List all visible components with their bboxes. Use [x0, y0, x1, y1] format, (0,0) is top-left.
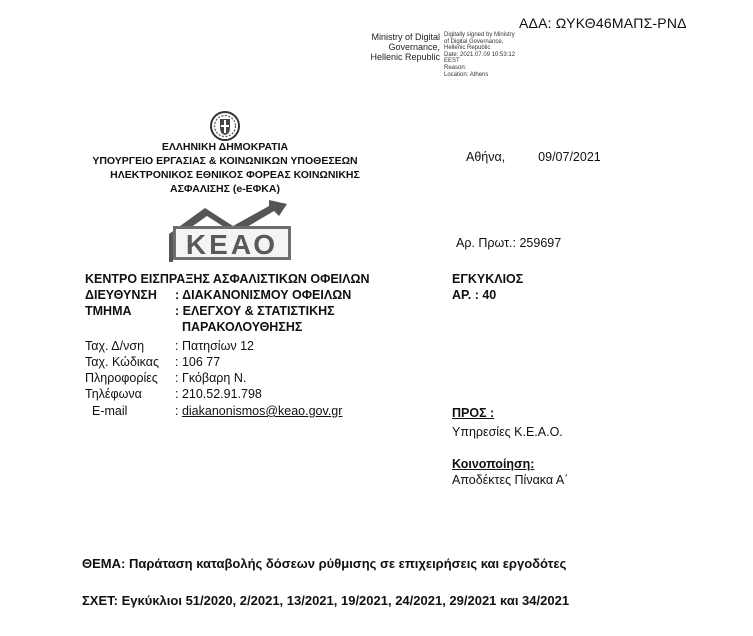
email-colon: :	[175, 404, 182, 418]
section-value-cont: ΠΑΡΑΚΟΛΟΥΘΗΣΗΣ	[182, 320, 303, 334]
section-label: ΤΜΗΜΑ	[85, 304, 132, 318]
info-label: Πληροφορίες	[85, 371, 158, 385]
info-value: : Γκόβαρη Ν.	[175, 371, 247, 385]
related-line: ΣΧΕΤ: Εγκύκλιοι 51/2020, 2/2021, 13/2021, 19/2021, 24/2021, 29/2021 και 34/2021	[82, 593, 570, 608]
to-value: Υπηρεσίες Κ.Ε.Α.Ο.	[452, 425, 563, 439]
email-link[interactable]: diakanonismos@keao.gov.gr	[181, 404, 343, 418]
directorate-label: ΔΙΕΥΘΥΝΣΗ	[85, 288, 157, 302]
keao-logo-text: ΚΕΑΟ	[185, 229, 279, 260]
keao-logo	[165, 196, 300, 264]
ada-code: ΑΔΑ: ΩΥΚΘ46ΜΑΠΣ-ΡΝΔ	[519, 15, 687, 31]
signature-detail-line: of Digital Governance,	[444, 38, 504, 45]
protocol-number: Αρ. Πρωτ.: 259697	[456, 236, 562, 250]
signature-detail-line: Reason:	[444, 64, 467, 71]
cc-label: Κοινοποίηση:	[452, 457, 535, 471]
email-label: E-mail	[92, 404, 128, 418]
document-date	[466, 150, 601, 164]
directorate-value: : ΔΙΑΚΑΝΟΝΙΣΜΟΥ ΟΦΕΙΛΩΝ	[175, 288, 352, 302]
cc-value: Αποδέκτες Πίνακα Α΄	[452, 473, 569, 487]
signature-org-line: Governance,	[388, 42, 440, 52]
zip-value: : 106 77	[175, 355, 221, 369]
zip-label: Ταχ. Κώδικας	[85, 355, 160, 369]
phone-label: Τηλέφωνα	[85, 387, 142, 401]
signature-org-line: Hellenic Republic	[370, 52, 440, 62]
email-row	[175, 404, 342, 418]
address-value: : Πατησίων 12	[175, 339, 254, 353]
signature-detail-line: EEST	[444, 58, 460, 65]
signature-org-line: Ministry of Digital	[371, 32, 440, 42]
greek-emblem-icon	[209, 110, 241, 142]
phone-value: : 210.52.91.798	[175, 387, 262, 401]
org-center: ΚΕΝΤΡΟ ΕΙΣΠΡΑΞΗΣ ΑΣΦΑΛΙΣΤΙΚΩΝ ΟΦΕΙΛΩΝ	[85, 272, 370, 286]
to-label: ΠΡΟΣ :	[452, 406, 495, 420]
signature-detail-line: Hellenic Republic	[444, 45, 491, 52]
date-value: 09/07/2021	[538, 150, 601, 164]
circular-label: ΕΓΚΥΚΛΙΟΣ	[452, 272, 524, 286]
header-ministry: ΥΠΟΥΡΓΕΙΟ ΕΡΓΑΣΙΑΣ & ΚΟΙΝΩΝΙΚΩΝ ΥΠΟΘΕΣΕΩΝ	[92, 155, 358, 167]
address-label: Ταχ. Δ/νση	[85, 339, 145, 353]
header-republic: ΕΛΛΗΝΙΚΗ ΔΗΜΟΚΡΑΤΙΑ	[161, 141, 289, 153]
header-efka-line1: ΗΛΕΚΤΡΟΝΙΚΟΣ ΕΘΝΙΚΟΣ ΦΟΡΕΑΣ ΚΟΙΝΩΝΙΚΗΣ	[110, 169, 360, 181]
date-city: Αθήνα,	[466, 150, 506, 164]
signature-detail-line: Date: 2021.07.09 10:53:12	[444, 51, 516, 58]
section-value: : ΕΛΕΓΧΟΥ & ΣΤΑΤΙΣΤΙΚΗΣ	[175, 304, 335, 318]
signature-details	[444, 32, 515, 78]
header-efka-line2: ΑΣΦΑΛΙΣΗΣ (e-ΕΦΚΑ)	[170, 183, 280, 195]
signature-detail-line: Location: Athens	[444, 71, 489, 78]
subject-line: ΘΕΜΑ: Παράταση καταβολής δόσεων ρύθμισης σε επιχειρήσεις και εργοδότες	[82, 556, 567, 571]
circular-number: ΑΡ. : 40	[452, 288, 497, 302]
signature-detail-line: Digitally signed by Ministry	[444, 32, 515, 38]
signature-org	[370, 32, 440, 62]
